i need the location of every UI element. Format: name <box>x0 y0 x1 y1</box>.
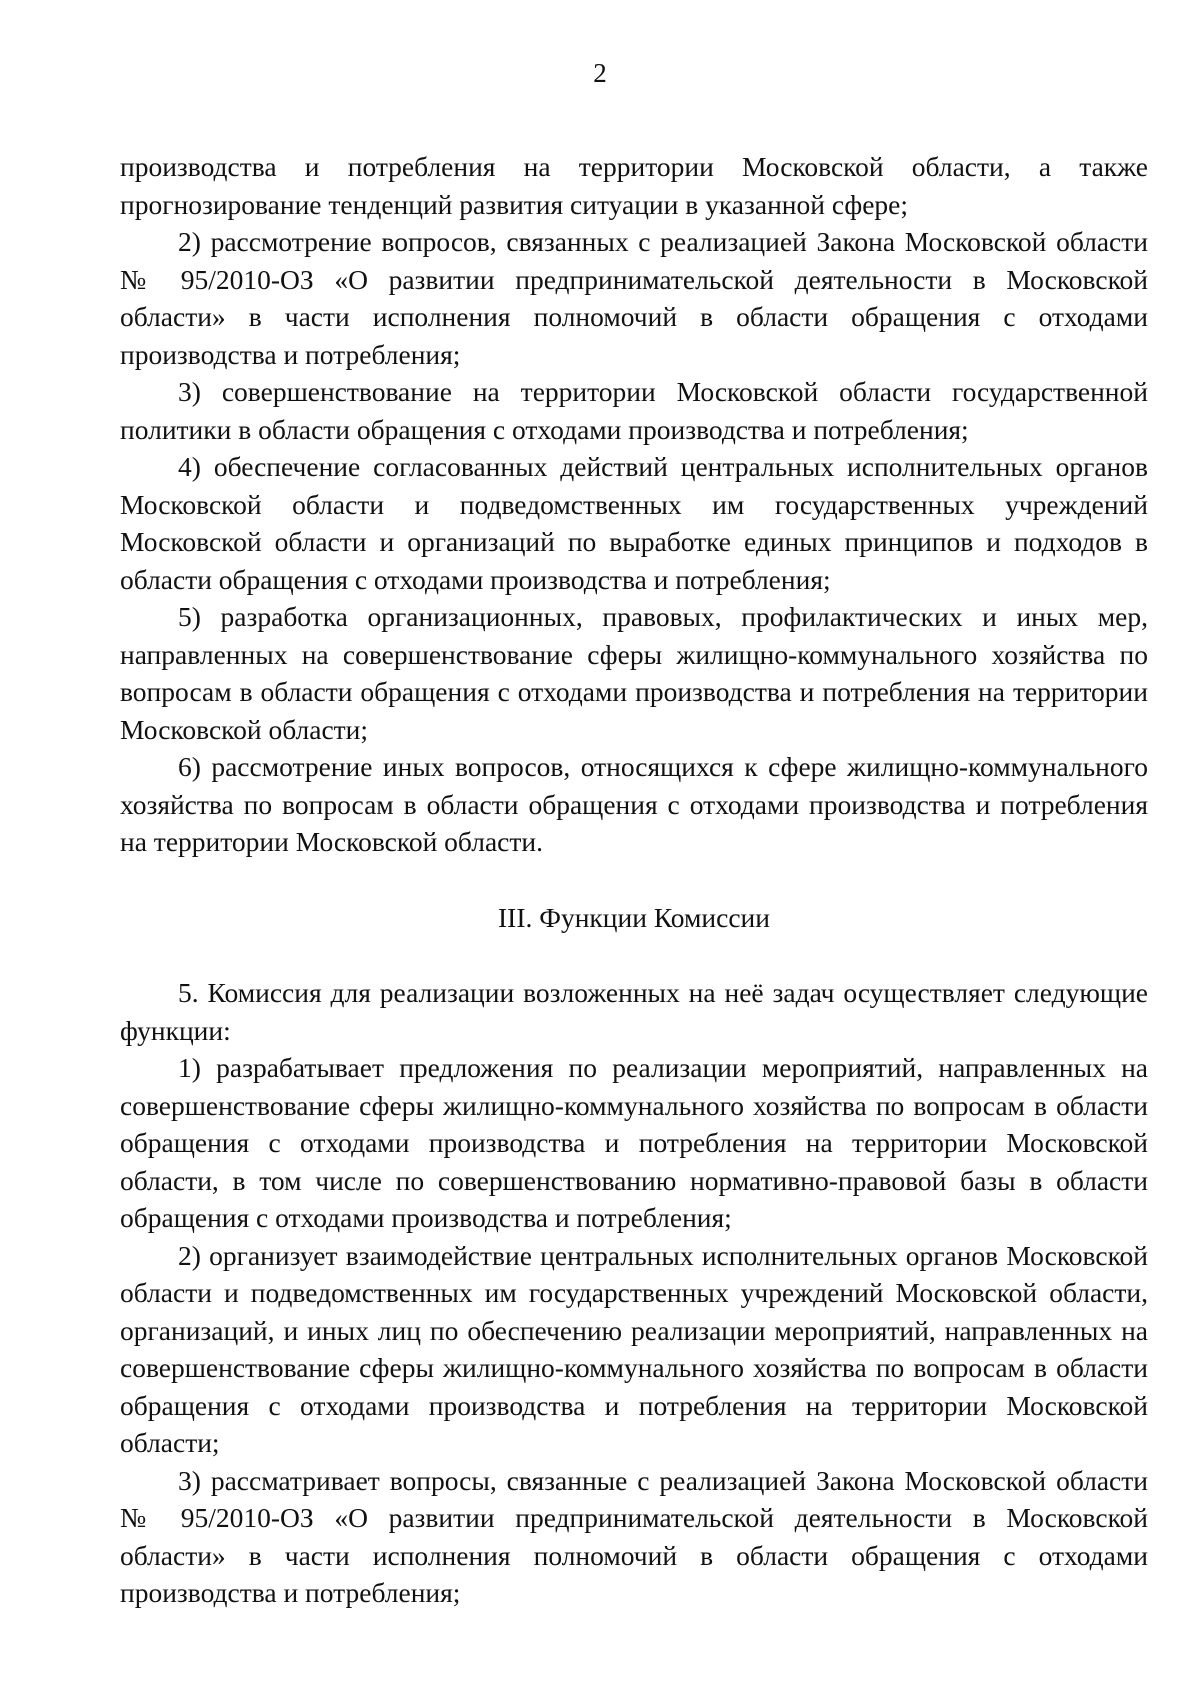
list-item-function-3: 3) рассматривает вопросы, связанные с реализацией Закона Московской области № 95/2010-ОЗ «О развитии предпринимательской деятельности в Московской области» в части исполнения полномочий в области обращения с отходами производства и потребления; <box>120 1464 1148 1608</box>
list-item-task-2: 2) рассмотрение вопросов, связанных с реализацией Закона Московской области № 95/2010-ОЗ «О развитии предпринимательской деятельности в Московской области» в части исполнения полномочий в области обращения с отходами производства и потребления; <box>120 226 1148 370</box>
paragraph-continuation: производства и потребления на территории Московской области, а также прогнозирование тенденций развития ситуации в указанной сфере; <box>120 151 1148 220</box>
document-body <box>120 148 1148 1612</box>
list-item-function-1: 1) разрабатывает предложения по реализации мероприятий, направленных на совершенствование сферы жилищно-коммунального хозяйства по вопросам в области обращения с отходами производства и потребления на территории Московской области, в том числе по совершенствованию нормативно-правовой базы в области обращения с отходами производства и потребления; <box>120 1052 1148 1233</box>
section-heading: III. Функции Комиссии <box>498 901 770 933</box>
page-number: 2 <box>593 58 607 88</box>
list-item-task-4: 4) обеспечение согласованных действий центральных исполнительных органов Московской области и подведомственных им государственных учреждений Московской области и организаций по выработке единых принципов и подходов в области обращения с отходами производства и потребления; <box>120 451 1148 595</box>
list-item-task-5: 5) разработка организационных, правовых, профилактических и иных мер, направленных на совершенствование сферы жилищно-коммунального хозяйства по вопросам в области обращения с отходами производства и потребления на территории Московской области; <box>120 601 1148 745</box>
list-item-task-3: 3) совершенствование на территории Московской области государственной политики в области обращения с отходами производства и потребления; <box>120 376 1148 445</box>
paragraph-clause-5: 5. Комиссия для реализации возложенных на неё задач осуществляет следующие функции: <box>120 977 1148 1046</box>
list-item-task-6: 6) рассмотрение иных вопросов, относящихся к сфере жилищно-коммунального хозяйства по вопросам в области обращения с отходами производства и потребления на территории Московской области. <box>120 751 1148 857</box>
list-item-function-2: 2) организует взаимодействие центральных исполнительных органов Московской области и подведомственных им государственных учреждений Московской области, организаций, и иных лиц по обеспечению реализации мероприятий, направленных на совершенствование сферы жилищно-коммунального хозяйства по вопросам в области обращения с отходами производства и потребления на территории Московской области; <box>120 1239 1148 1458</box>
